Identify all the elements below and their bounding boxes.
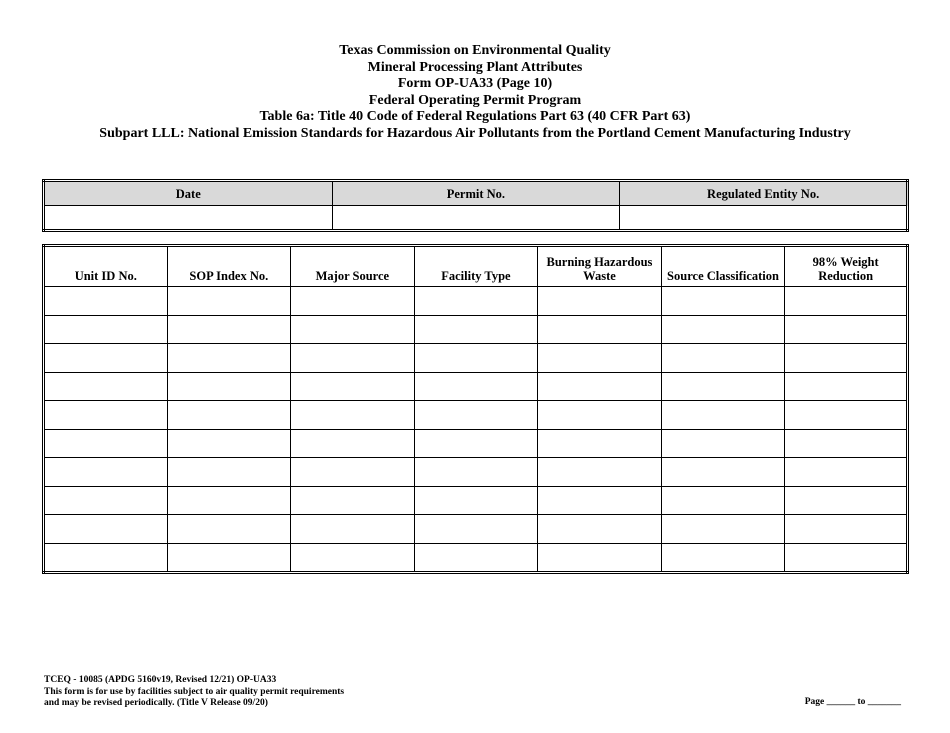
table-cell[interactable] — [291, 429, 415, 458]
table-cell[interactable] — [538, 401, 662, 430]
major-source-header: Major Source — [291, 246, 415, 287]
table-cell[interactable] — [167, 372, 291, 401]
unit-attributes-table — [42, 244, 909, 574]
table-title: Table 6a: Title 40 Code of Federal Regulations Part 63 (40 CFR Part 63) — [259, 109, 691, 125]
form-header — [0, 43, 950, 143]
table-row — [44, 515, 908, 544]
form-usage-note: This form is for use by facilities subject to air quality permit requirements — [44, 686, 345, 697]
table-cell[interactable] — [167, 344, 291, 373]
form-number: Form OP-UA33 (Page 10) — [397, 76, 553, 92]
table-row — [44, 315, 908, 344]
permit-no-field[interactable] — [332, 206, 620, 231]
agency-title: Texas Commission on Environmental Quality — [339, 43, 611, 58]
table-cell[interactable] — [785, 372, 908, 401]
table-cell[interactable] — [167, 515, 291, 544]
table-cell[interactable] — [291, 458, 415, 487]
permit-header-row — [44, 181, 908, 206]
table-cell[interactable] — [291, 287, 415, 316]
table-cell[interactable] — [291, 315, 415, 344]
date-field[interactable] — [44, 206, 333, 231]
form-subject: Mineral Processing Plant Attributes — [367, 59, 583, 75]
table-cell[interactable] — [44, 401, 168, 430]
table-row — [44, 486, 908, 515]
table-cell[interactable] — [167, 458, 291, 487]
table-cell[interactable] — [538, 486, 662, 515]
table-cell[interactable] — [661, 429, 785, 458]
table-cell[interactable] — [167, 429, 291, 458]
table-cell[interactable] — [291, 344, 415, 373]
unit-id-header: Unit ID No. — [44, 246, 168, 287]
table-row — [44, 543, 908, 573]
source-classification-header: Source Classification — [661, 246, 785, 287]
table-cell[interactable] — [44, 315, 168, 344]
table-cell[interactable] — [661, 515, 785, 544]
table-cell[interactable] — [538, 429, 662, 458]
table-row — [44, 287, 908, 316]
table-cell[interactable] — [291, 372, 415, 401]
table-cell[interactable] — [167, 315, 291, 344]
table-cell[interactable] — [414, 372, 538, 401]
table-cell[interactable] — [785, 287, 908, 316]
form-footer — [44, 675, 344, 710]
table-cell[interactable] — [414, 429, 538, 458]
table-cell[interactable] — [291, 401, 415, 430]
table-cell[interactable] — [785, 344, 908, 373]
table-cell[interactable] — [414, 515, 538, 544]
table-cell[interactable] — [414, 315, 538, 344]
sop-index-header: SOP Index No. — [167, 246, 291, 287]
regulated-entity-header: Regulated Entity No. — [620, 181, 908, 206]
table-cell[interactable] — [538, 372, 662, 401]
table-cell[interactable] — [661, 401, 785, 430]
table-cell[interactable] — [291, 543, 415, 573]
table-cell[interactable] — [167, 543, 291, 573]
table-cell[interactable] — [538, 543, 662, 573]
table-cell[interactable] — [661, 458, 785, 487]
table-row — [44, 429, 908, 458]
table-cell[interactable] — [44, 344, 168, 373]
table-cell[interactable] — [44, 486, 168, 515]
unit-header-row — [44, 246, 908, 287]
permit-no-header: Permit No. — [332, 181, 620, 206]
subpart-title: Subpart LLL: National Emission Standards for Hazardous Air Pollutants from the Portland Cement Manufacturing Industry — [99, 125, 851, 141]
date-header: Date — [44, 181, 333, 206]
table-cell[interactable] — [538, 344, 662, 373]
table-cell[interactable] — [291, 486, 415, 515]
table-cell[interactable] — [661, 486, 785, 515]
weight-reduction-header: 98% Weight Reduction — [785, 246, 908, 287]
program-name: Federal Operating Permit Program — [368, 92, 582, 108]
table-cell[interactable] — [785, 429, 908, 458]
burning-hazardous-waste-header: Burning Hazardous Waste — [538, 246, 662, 287]
table-cell[interactable] — [414, 287, 538, 316]
table-cell[interactable] — [414, 543, 538, 573]
table-cell[interactable] — [414, 458, 538, 487]
table-cell[interactable] — [167, 401, 291, 430]
table-cell[interactable] — [785, 543, 908, 573]
table-cell[interactable] — [661, 372, 785, 401]
permit-entry-row — [44, 206, 908, 231]
table-cell[interactable] — [44, 515, 168, 544]
table-cell[interactable] — [291, 515, 415, 544]
regulated-entity-field[interactable] — [620, 206, 908, 231]
table-cell[interactable] — [414, 486, 538, 515]
table-cell[interactable] — [661, 287, 785, 316]
table-cell[interactable] — [167, 287, 291, 316]
page-numbering: Page ______ to _______ — [804, 697, 901, 707]
permit-info-table — [42, 179, 909, 232]
table-cell[interactable] — [44, 372, 168, 401]
table-cell[interactable] — [414, 344, 538, 373]
form-release-note: and may be revised periodically. (Title V Release 09/20) — [44, 698, 268, 708]
form-revision: TCEQ - 10085 (APDG 5160v19, Revised 12/21) OP-UA33 — [44, 675, 277, 685]
table-cell[interactable] — [661, 344, 785, 373]
table-row — [44, 458, 908, 487]
table-cell[interactable] — [661, 315, 785, 344]
table-row — [44, 372, 908, 401]
table-row — [44, 401, 908, 430]
table-cell[interactable] — [538, 315, 662, 344]
table-cell[interactable] — [44, 429, 168, 458]
facility-type-header: Facility Type — [414, 246, 538, 287]
table-cell[interactable] — [44, 287, 168, 316]
table-cell[interactable] — [538, 287, 662, 316]
table-cell[interactable] — [785, 315, 908, 344]
table-cell[interactable] — [538, 515, 662, 544]
table-cell[interactable] — [785, 458, 908, 487]
table-cell[interactable] — [785, 515, 908, 544]
table-cell[interactable] — [785, 486, 908, 515]
table-row — [44, 344, 908, 373]
table-cell[interactable] — [538, 458, 662, 487]
table-cell[interactable] — [44, 458, 168, 487]
table-cell[interactable] — [44, 543, 168, 573]
table-cell[interactable] — [414, 401, 538, 430]
table-cell[interactable] — [661, 543, 785, 573]
table-cell[interactable] — [167, 486, 291, 515]
table-cell[interactable] — [785, 401, 908, 430]
